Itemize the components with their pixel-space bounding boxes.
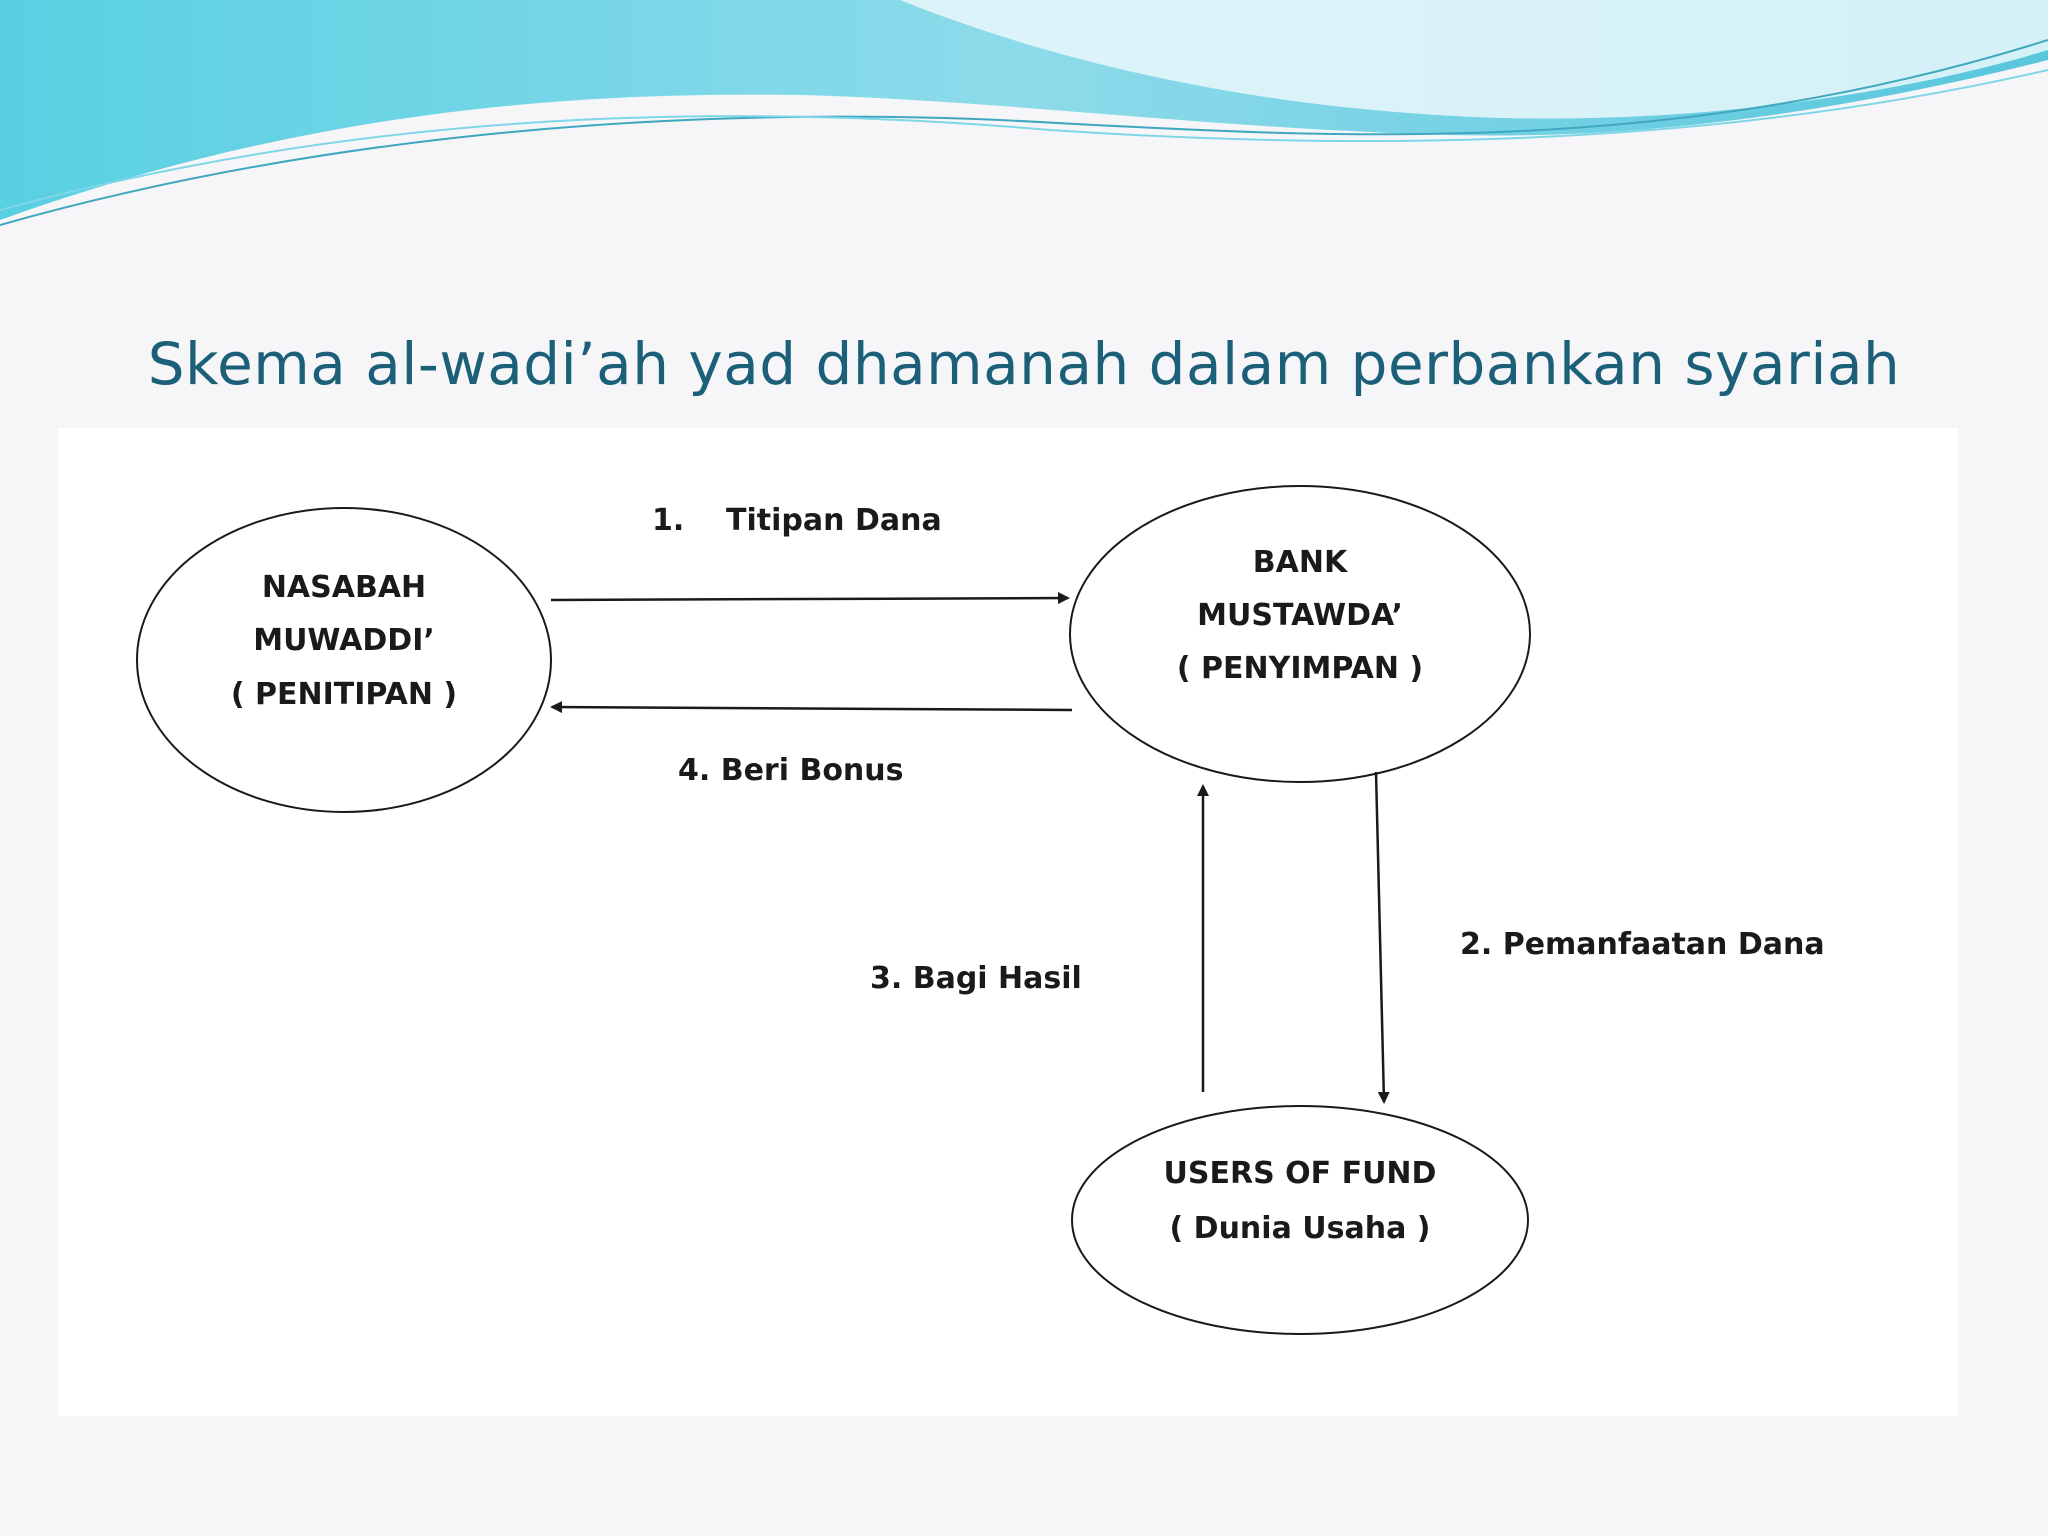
- node-users-line1: USERS OF FUND: [1163, 1156, 1437, 1191]
- node-bank: [1070, 486, 1530, 782]
- slide-title: Skema al-wadi’ah yad dhamanah dalam perbankan syariah: [147, 330, 1901, 398]
- edge-beri-bonus: [552, 707, 1072, 788]
- node-bank-line3: ( PENYIMPAN ): [1176, 651, 1424, 686]
- node-nasabah-line3: ( PENITIPAN ): [230, 677, 458, 712]
- node-bank-line1: BANK: [1252, 545, 1348, 580]
- edge-bagi-hasil-label: 3. Bagi Hasil: [870, 961, 1082, 996]
- edge-bonus-arrow: [552, 707, 1072, 710]
- node-users-line2: ( Dunia Usaha ): [1169, 1211, 1431, 1246]
- node-nasabah-line1: NASABAH: [261, 570, 427, 605]
- node-bank-line2: MUSTAWDA’: [1197, 598, 1403, 633]
- edge-pemanfaatan-dana: [1376, 772, 1825, 1102]
- edge-titipan-label: 1. Titipan Dana: [652, 503, 942, 538]
- edge-bagi-hasil: [870, 786, 1203, 1092]
- node-bank-ellipse: [1070, 486, 1530, 782]
- edge-titipan-dana: [551, 503, 1068, 600]
- edge-pemanfaatan-label: 2. Pemanfaatan Dana: [1460, 927, 1825, 962]
- edge-pemanfaatan-arrow: [1376, 772, 1384, 1102]
- edge-bonus-label: 4. Beri Bonus: [678, 753, 904, 788]
- node-nasabah: [137, 508, 551, 812]
- node-nasabah-ellipse: [137, 508, 551, 812]
- edge-titipan-arrow: [551, 598, 1068, 600]
- node-users: [1072, 1106, 1528, 1334]
- node-nasabah-line2: MUWADDI’: [253, 623, 435, 658]
